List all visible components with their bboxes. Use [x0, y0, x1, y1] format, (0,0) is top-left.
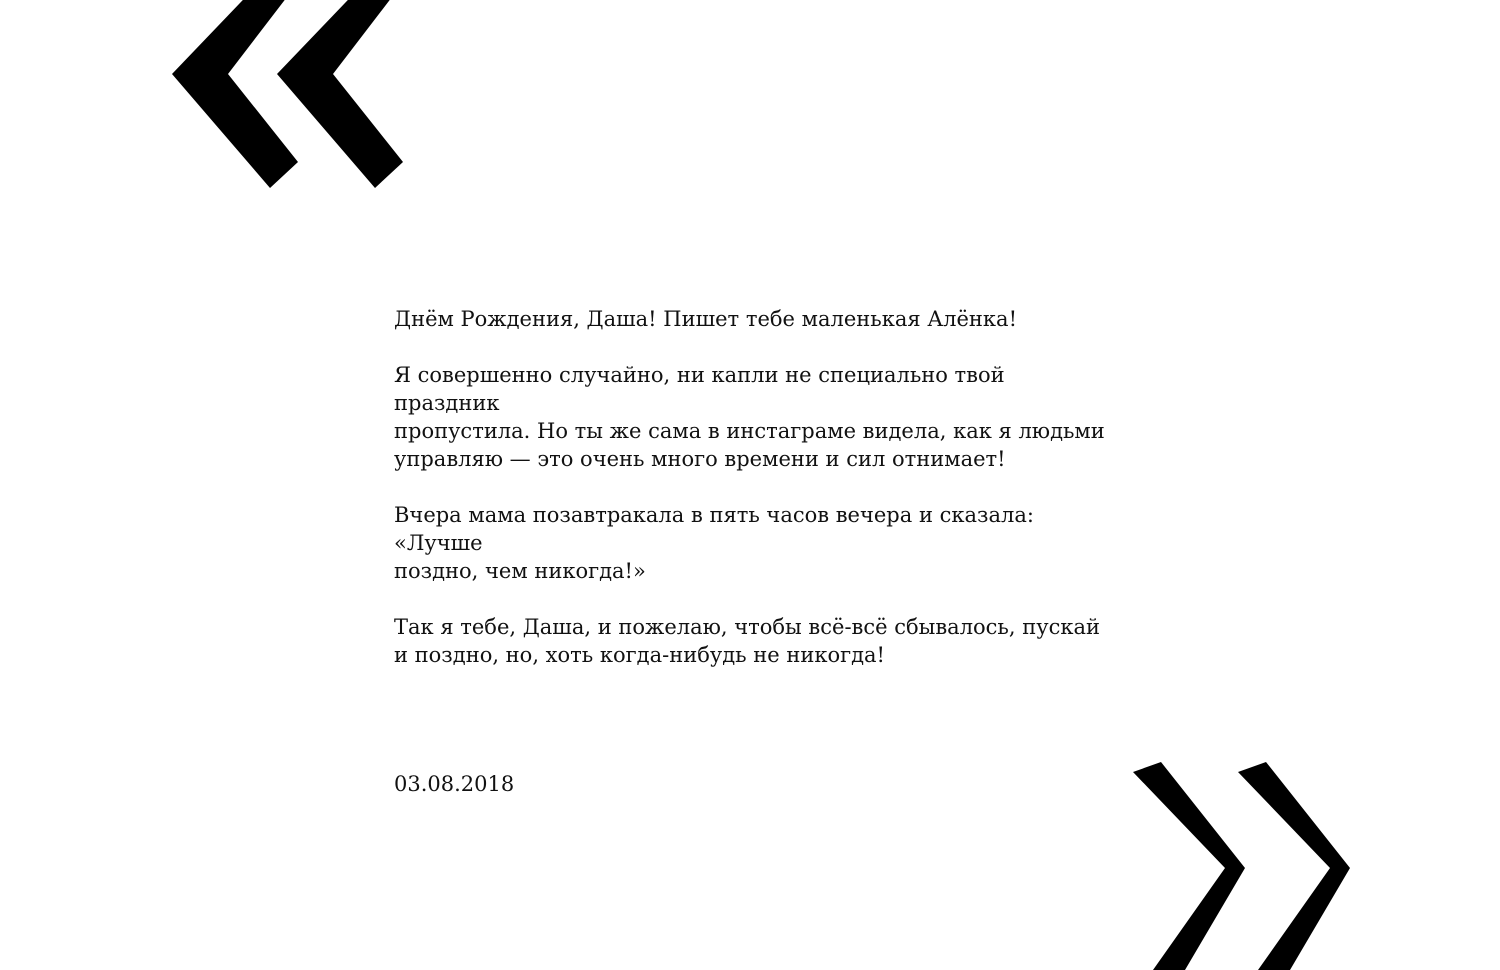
letter-date: 03.08.2018	[394, 772, 515, 796]
letter-greeting: Днём Рождения, Даша! Пишет тебе маленькая Алёнка!	[394, 307, 1018, 331]
letter-paragraph-1: Я совершенно случайно, ни капли не специально твой праздник пропустила. Но ты же сама в инстаграме видела, как я людьми управляю — это очень много времени и сил отнимает!	[394, 363, 1105, 471]
right-guillemet-icon	[1115, 750, 1375, 970]
left-guillemet-icon	[150, 0, 410, 200]
letter-paragraph-3: Так я тебе, Даша, и пожелаю, чтобы всё-всё сбывалось, пускай и поздно, но, хоть когда-нибудь не никогда!	[394, 615, 1100, 667]
letter-body	[394, 305, 1114, 697]
letter-paragraph-2: Вчера мама позавтракала в пять часов вечера и сказала: «Лучше поздно, чем никогда!»	[394, 503, 1034, 583]
